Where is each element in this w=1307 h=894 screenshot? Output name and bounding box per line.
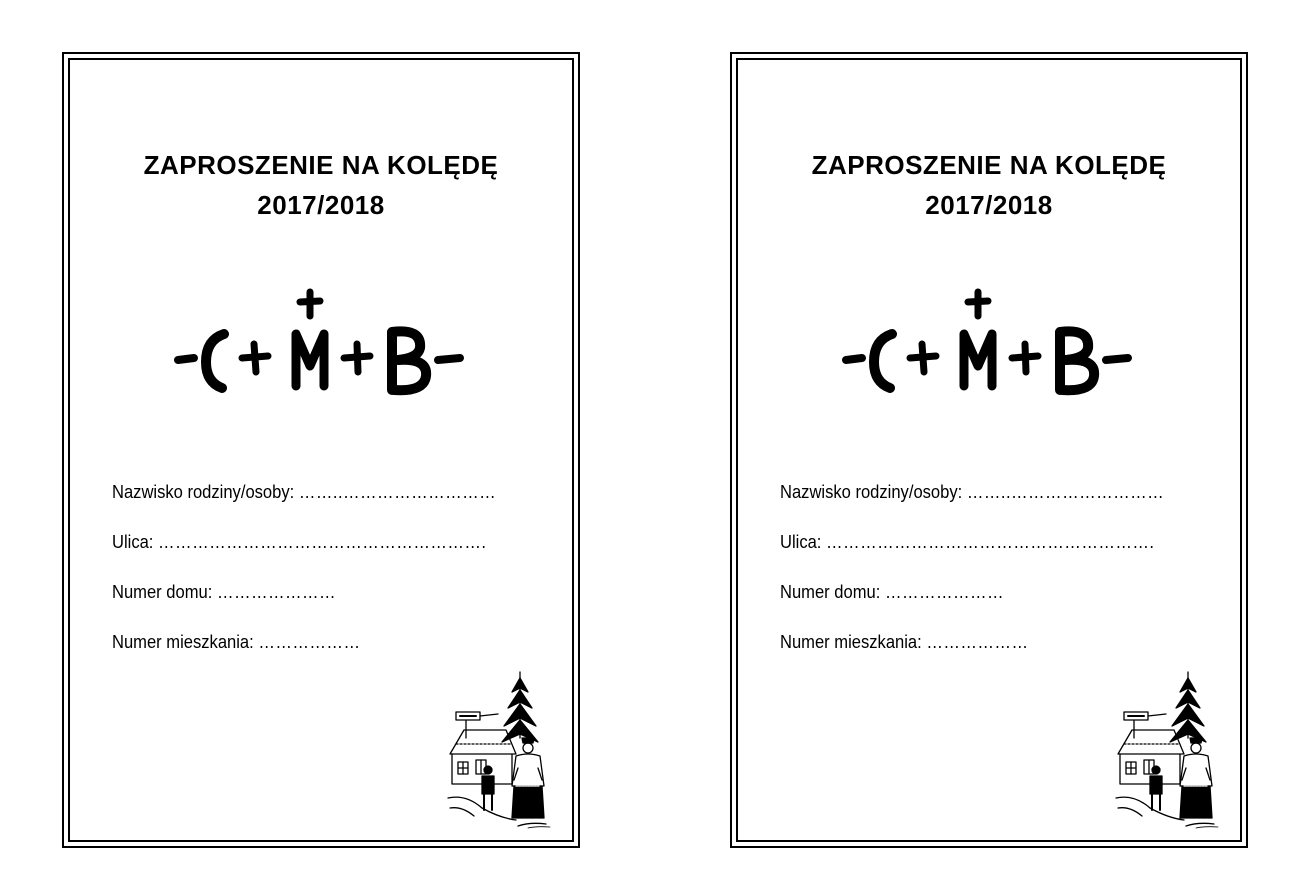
house-number-label: Numer domu: [112,582,213,602]
apartment-number-field [112,632,360,653]
street-label: Ulica: [112,532,154,552]
card-year: 2017/2018 [925,190,1053,220]
family-name-dotted-line: ……..……………………… [966,482,1165,502]
apartment-number-dotted-line: ……………… [926,632,1029,652]
invitation-card-right [730,52,1248,848]
priest-visiting-house-illustration-icon [1114,668,1224,834]
street-dotted-line: …………………………………………………. [158,532,487,552]
family-name-dotted-line: ……..……………………… [298,482,497,502]
street-field [112,532,486,553]
invitation-card-left [62,52,580,848]
family-name-label: Nazwisko rodziny/osoby: [112,482,295,502]
house-number-dotted-line: ………………… [216,582,337,602]
street-label: Ulica: [780,532,822,552]
street-field [780,532,1154,553]
apartment-number-field [780,632,1028,653]
cmb-emblem-icon [840,286,1140,402]
house-number-label: Numer domu: [780,582,881,602]
card-title: ZAPROSZENIE NA KOLĘDĘ [811,150,1167,180]
family-name-label: Nazwisko rodziny/osoby: [780,482,963,502]
card-year: 2017/2018 [257,190,385,220]
priest-visiting-house-illustration-icon [446,668,556,834]
cmb-emblem-icon [172,286,472,402]
apartment-number-dotted-line: ……………… [258,632,361,652]
family-name-field [780,482,1164,503]
house-number-field [780,582,1004,603]
street-dotted-line: …………………………………………………. [826,532,1155,552]
house-number-field [112,582,336,603]
house-number-dotted-line: ………………… [884,582,1005,602]
family-name-field [112,482,496,503]
apartment-number-label: Numer mieszkania: [112,632,254,652]
apartment-number-label: Numer mieszkania: [780,632,922,652]
card-title: ZAPROSZENIE NA KOLĘDĘ [143,150,499,180]
